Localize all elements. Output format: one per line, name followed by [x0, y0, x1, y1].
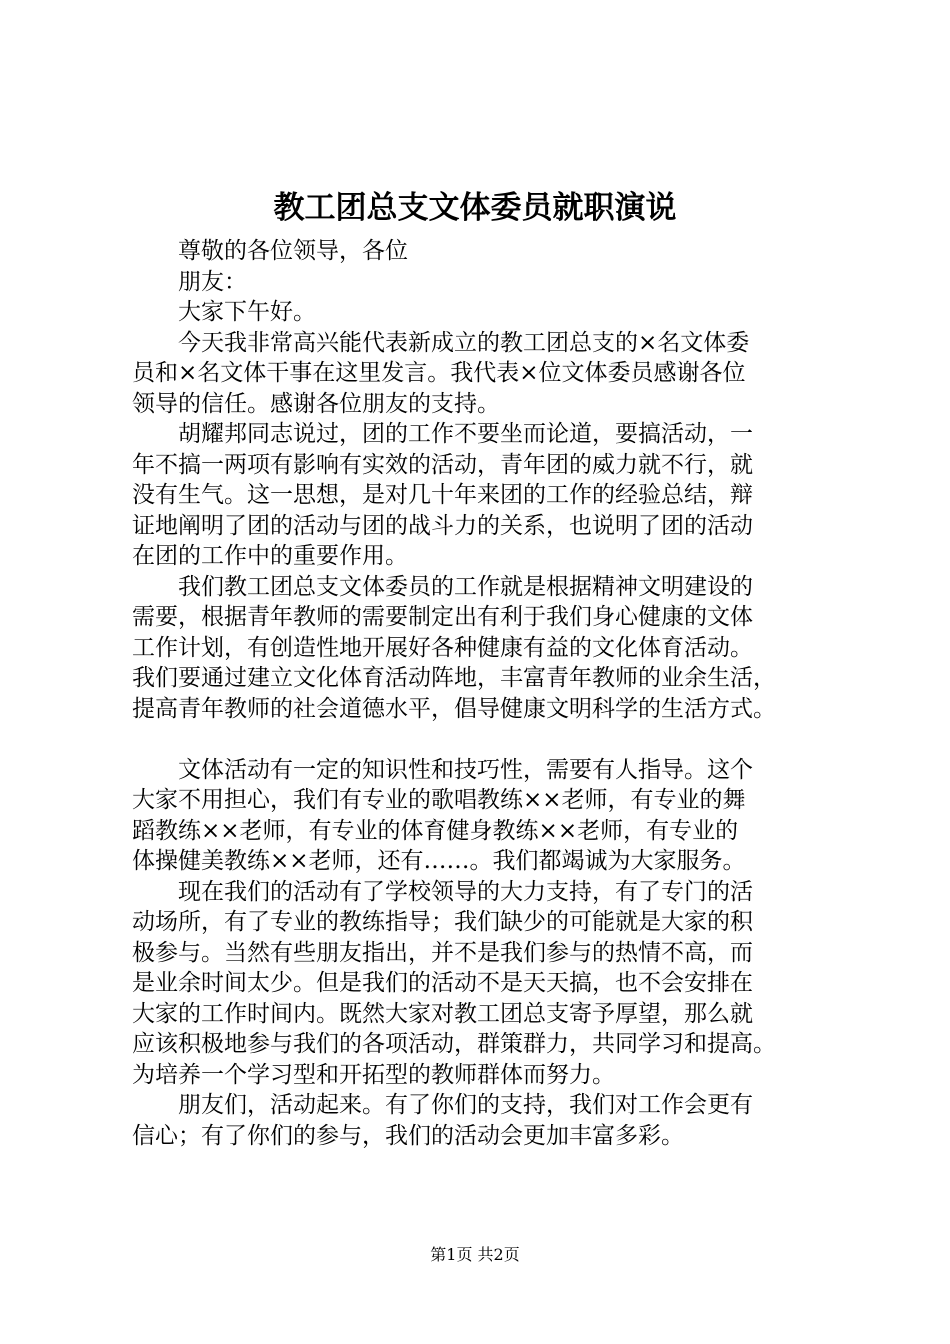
body-line: 文体活动有一定的知识性和技巧性，需要有人指导。这个 [178, 756, 753, 783]
body-line: 在团的工作中的重要作用。 [132, 543, 408, 569]
body-line: 体操健美教练××老师，还有……。我们都竭诚为大家服务。 [132, 848, 746, 874]
body-line: 尊敬的各位领导，各位 [178, 238, 408, 264]
body-line: 胡耀邦同志说过，团的工作不要坐而论道，要搞活动，一 [178, 421, 753, 447]
paragraph-gap [132, 724, 832, 755]
body-line: 现在我们的活动有了学校领导的大力支持，有了专门的活 [178, 878, 753, 905]
body-line: 动场所，有了专业的教练指导；我们缺少的可能就是大家的积 [132, 909, 753, 935]
body-line: 是业余时间太少。但是我们的活动不是天天搞，也不会安排在 [132, 970, 753, 996]
body-line: 朋友： [178, 268, 247, 295]
body-line: 我们要通过建立文化体育活动阵地，丰富青年教师的业余生活， [132, 665, 776, 691]
body-line: 信心；有了你们的参与，我们的活动会更加丰富多彩。 [132, 1122, 684, 1149]
body-line: 我们教工团总支文体委员的工作就是根据精神文明建设的 [178, 573, 753, 600]
body-line: 需要，根据青年教师的需要制定出有利于我们身心健康的文体 [132, 604, 753, 630]
body-line: 大家不用担心，我们有专业的歌唱教练××老师，有专业的舞 [132, 787, 746, 813]
body-line: 为培养一个学习型和开拓型的教师群体而努力。 [132, 1061, 615, 1088]
page-footer: 第1页 共2页 [430, 1245, 520, 1264]
body-line: 没有生气。这一思想，是对几十年来团的工作的经验总结，辩 [132, 482, 753, 508]
body-line: 大家的工作时间内。既然大家对教工团总支寄予厚望，那么就 [132, 1000, 753, 1027]
body-line: 证地阐明了团的活动与团的战斗力的关系，也说明了团的活动 [132, 512, 753, 539]
body-line: 应该积极地参与我们的各项活动，群策群力，共同学习和提高。 [132, 1031, 776, 1057]
document-title: 教工团总支文体委员就职演说 [273, 190, 677, 226]
body-line: 年不搞一两项有影响有实效的活动，青年团的威力就不行，就 [132, 451, 753, 478]
body-line: 蹈教练××老师，有专业的体育健身教练××老师，有专业的 [132, 817, 739, 844]
body-line: 提高青年教师的社会道德水平，倡导健康文明科学的生活方式。 [132, 695, 776, 722]
body-line: 大家下午好。 [178, 299, 316, 325]
body-line: 工作计划，有创造性地开展好各种健康有益的文化体育活动。 [132, 634, 753, 661]
body-line: 员和×名文体干事在这里发言。我代表×位文体委员感谢各位 [132, 360, 746, 386]
document-body [132, 236, 832, 1151]
body-line: 领导的信任。感谢各位朋友的支持。 [132, 390, 500, 417]
body-line: 极参与。当然有些朋友指出，并不是我们参与的热情不高，而 [132, 939, 753, 966]
body-line: 今天我非常高兴能代表新成立的教工团总支的×名文体委 [178, 329, 750, 356]
body-line: 朋友们，活动起来。有了你们的支持，我们对工作会更有 [178, 1092, 753, 1118]
